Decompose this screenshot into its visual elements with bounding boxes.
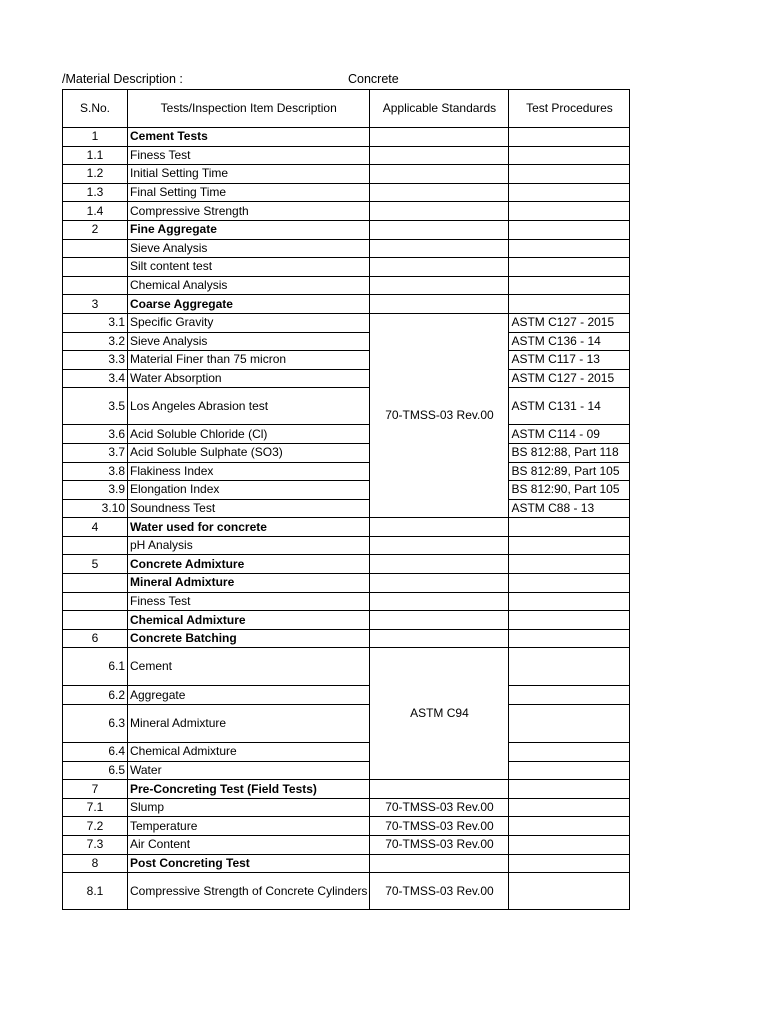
- cell-description: Material Finer than 75 micron: [128, 351, 370, 370]
- table-row: [63, 686, 630, 705]
- cell-procedure: ASTM C88 - 13: [509, 499, 630, 518]
- cell-description: Concrete Batching: [128, 629, 370, 648]
- cell-procedure: [509, 854, 630, 873]
- cell-standard: [370, 295, 509, 314]
- cell-sno: [63, 276, 128, 295]
- cell-sno: 3.10: [63, 499, 128, 518]
- cell-sno: 2: [63, 220, 128, 239]
- cell-description: Temperature: [128, 817, 370, 836]
- cell-sno: 1.3: [63, 183, 128, 202]
- table-row: [63, 239, 630, 258]
- table-row: [63, 780, 630, 799]
- cell-description: Chemical Analysis: [128, 276, 370, 295]
- cell-standard: [370, 854, 509, 873]
- cell-standard: 70-TMSS-03 Rev.00: [370, 836, 509, 855]
- cell-standard: [370, 592, 509, 611]
- table-row: [63, 313, 630, 332]
- cell-sno: 1: [63, 128, 128, 147]
- cell-sno: 1.1: [63, 146, 128, 165]
- cell-sno: 3.1: [63, 313, 128, 332]
- cell-description: Water used for concrete: [128, 518, 370, 537]
- cell-description: Compressive Strength of Concrete Cylinders: [128, 873, 370, 910]
- cell-procedure: [509, 798, 630, 817]
- cell-sno: 3.7: [63, 443, 128, 462]
- table-row: [63, 202, 630, 221]
- cell-sno: 7.1: [63, 798, 128, 817]
- cell-sno: 6.1: [63, 648, 128, 686]
- cell-description: Flakiness Index: [128, 462, 370, 481]
- cell-sno: 3.4: [63, 369, 128, 388]
- cell-sno: 3.9: [63, 481, 128, 500]
- test-plan-table: [62, 89, 630, 910]
- cell-standard: [370, 146, 509, 165]
- cell-standard-merged: ASTM C94: [370, 648, 509, 780]
- cell-description: Initial Setting Time: [128, 165, 370, 184]
- cell-standard: [370, 518, 509, 537]
- cell-procedure: [509, 611, 630, 630]
- table-row: [63, 128, 630, 147]
- table-row: [63, 817, 630, 836]
- cell-description: Slump: [128, 798, 370, 817]
- cell-sno: [63, 574, 128, 593]
- cell-description: Acid Soluble Sulphate (SO3): [128, 443, 370, 462]
- cell-description: Soundness Test: [128, 499, 370, 518]
- cell-sno: 4: [63, 518, 128, 537]
- cell-description: Cement: [128, 648, 370, 686]
- cell-sno: 6: [63, 629, 128, 648]
- cell-description: Los Angeles Abrasion test: [128, 388, 370, 425]
- cell-standard: [370, 574, 509, 593]
- cell-procedure: [509, 165, 630, 184]
- cell-description: Post Concreting Test: [128, 854, 370, 873]
- cell-standard-merged: 70-TMSS-03 Rev.00: [370, 313, 509, 517]
- cell-procedure: [509, 295, 630, 314]
- table-row: [63, 798, 630, 817]
- cell-procedure: BS 812:89, Part 105: [509, 462, 630, 481]
- cell-procedure: [509, 648, 630, 686]
- cell-procedure: [509, 686, 630, 705]
- table-row: [63, 369, 630, 388]
- table-row: [63, 629, 630, 648]
- cell-description: Specific Gravity: [128, 313, 370, 332]
- cell-procedure: [509, 258, 630, 277]
- cell-procedure: ASTM C117 - 13: [509, 351, 630, 370]
- table-row: [63, 165, 630, 184]
- cell-sno: 3.6: [63, 425, 128, 444]
- cell-procedure: [509, 220, 630, 239]
- cell-procedure: [509, 183, 630, 202]
- table-row: [63, 518, 630, 537]
- cell-sno: 7: [63, 780, 128, 799]
- cell-procedure: ASTM C127 - 2015: [509, 369, 630, 388]
- cell-description: Finess Test: [128, 146, 370, 165]
- cell-sno: [63, 592, 128, 611]
- cell-sno: 8: [63, 854, 128, 873]
- table-row: [63, 574, 630, 593]
- table-row: [63, 481, 630, 500]
- cell-procedure: [509, 629, 630, 648]
- table-row: [63, 332, 630, 351]
- table-row: [63, 536, 630, 555]
- cell-sno: 3.3: [63, 351, 128, 370]
- cell-procedure: [509, 836, 630, 855]
- cell-standard: 70-TMSS-03 Rev.00: [370, 798, 509, 817]
- table-row: [63, 388, 630, 425]
- table-row: [63, 873, 630, 910]
- table-row: [63, 854, 630, 873]
- cell-description: Sieve Analysis: [128, 239, 370, 258]
- cell-description: Fine Aggregate: [128, 220, 370, 239]
- cell-sno: [63, 258, 128, 277]
- cell-standard: [370, 165, 509, 184]
- table-row: [63, 648, 630, 686]
- cell-description: Air Content: [128, 836, 370, 855]
- cell-sno: 7.2: [63, 817, 128, 836]
- cell-description: Elongation Index: [128, 481, 370, 500]
- column-header-procedures: Test Procedures: [509, 90, 630, 128]
- table-row: [63, 183, 630, 202]
- table-row: [63, 555, 630, 574]
- cell-procedure: [509, 239, 630, 258]
- cell-description: Water Absorption: [128, 369, 370, 388]
- cell-standard: [370, 536, 509, 555]
- table-row: [63, 761, 630, 780]
- table-row: [63, 295, 630, 314]
- cell-sno: 3.8: [63, 462, 128, 481]
- cell-procedure: [509, 276, 630, 295]
- cell-description: Final Setting Time: [128, 183, 370, 202]
- material-description-value: Concrete: [348, 72, 399, 86]
- cell-standard: [370, 258, 509, 277]
- column-header-standards: Applicable Standards: [370, 90, 509, 128]
- cell-description: Acid Soluble Chloride (Cl): [128, 425, 370, 444]
- table-row: [63, 146, 630, 165]
- cell-description: Silt content test: [128, 258, 370, 277]
- table-row: [63, 351, 630, 370]
- cell-sno: 6.4: [63, 743, 128, 762]
- cell-sno: [63, 611, 128, 630]
- cell-description: Mineral Admixture: [128, 705, 370, 743]
- cell-procedure: [509, 592, 630, 611]
- header-row: [63, 90, 630, 128]
- cell-standard: [370, 183, 509, 202]
- cell-procedure: [509, 518, 630, 537]
- cell-procedure: [509, 146, 630, 165]
- table-row: [63, 276, 630, 295]
- cell-procedure: [509, 705, 630, 743]
- cell-procedure: ASTM C127 - 2015: [509, 313, 630, 332]
- cell-description: Chemical Admixture: [128, 743, 370, 762]
- cell-procedure: [509, 202, 630, 221]
- cell-sno: 7.3: [63, 836, 128, 855]
- cell-standard: [370, 239, 509, 258]
- cell-procedure: [509, 574, 630, 593]
- table-row: [63, 443, 630, 462]
- cell-sno: 3.5: [63, 388, 128, 425]
- cell-description: Water: [128, 761, 370, 780]
- cell-sno: 6.2: [63, 686, 128, 705]
- cell-description: Aggregate: [128, 686, 370, 705]
- cell-sno: [63, 536, 128, 555]
- cell-description: Compressive Strength: [128, 202, 370, 221]
- cell-description: Chemical Admixture: [128, 611, 370, 630]
- cell-description: Concrete Admixture: [128, 555, 370, 574]
- cell-procedure: ASTM C114 - 09: [509, 425, 630, 444]
- cell-procedure: ASTM C131 - 14: [509, 388, 630, 425]
- cell-sno: 6.5: [63, 761, 128, 780]
- cell-sno: 6.3: [63, 705, 128, 743]
- cell-procedure: [509, 817, 630, 836]
- cell-procedure: [509, 743, 630, 762]
- cell-standard: 70-TMSS-03 Rev.00: [370, 817, 509, 836]
- cell-procedure: ASTM C136 - 14: [509, 332, 630, 351]
- cell-description: Pre-Concreting Test (Field Tests): [128, 780, 370, 799]
- cell-standard: [370, 128, 509, 147]
- cell-sno: [63, 239, 128, 258]
- cell-description: Cement Tests: [128, 128, 370, 147]
- column-header-description: Tests/Inspection Item Description: [128, 90, 370, 128]
- cell-procedure: [509, 873, 630, 910]
- cell-procedure: [509, 761, 630, 780]
- cell-description: Finess Test: [128, 592, 370, 611]
- cell-procedure: [509, 536, 630, 555]
- cell-description: Sieve Analysis: [128, 332, 370, 351]
- table-row: [63, 705, 630, 743]
- cell-description: Coarse Aggregate: [128, 295, 370, 314]
- cell-sno: 3.2: [63, 332, 128, 351]
- table-row: [63, 592, 630, 611]
- cell-standard: [370, 629, 509, 648]
- table-row: [63, 425, 630, 444]
- cell-standard: [370, 202, 509, 221]
- column-header-sno: S.No.: [63, 90, 128, 128]
- table-row: [63, 258, 630, 277]
- cell-standard: [370, 220, 509, 239]
- cell-procedure: [509, 128, 630, 147]
- cell-sno: 3: [63, 295, 128, 314]
- table-row: [63, 220, 630, 239]
- cell-standard: [370, 611, 509, 630]
- cell-sno: 1.4: [63, 202, 128, 221]
- cell-sno: 5: [63, 555, 128, 574]
- cell-standard: [370, 780, 509, 799]
- table-row: [63, 462, 630, 481]
- table-row: [63, 611, 630, 630]
- table-row: [63, 499, 630, 518]
- cell-sno: 8.1: [63, 873, 128, 910]
- cell-procedure: [509, 555, 630, 574]
- cell-sno: 1.2: [63, 165, 128, 184]
- cell-procedure: BS 812:90, Part 105: [509, 481, 630, 500]
- cell-procedure: BS 812:88, Part 118: [509, 443, 630, 462]
- cell-procedure: [509, 780, 630, 799]
- material-description-label: /Material Description :: [62, 72, 183, 86]
- table-row: [63, 743, 630, 762]
- table-row: [63, 836, 630, 855]
- cell-description: pH Analysis: [128, 536, 370, 555]
- cell-description: Mineral Admixture: [128, 574, 370, 593]
- cell-standard: 70-TMSS-03 Rev.00: [370, 873, 509, 910]
- cell-standard: [370, 276, 509, 295]
- cell-standard: [370, 555, 509, 574]
